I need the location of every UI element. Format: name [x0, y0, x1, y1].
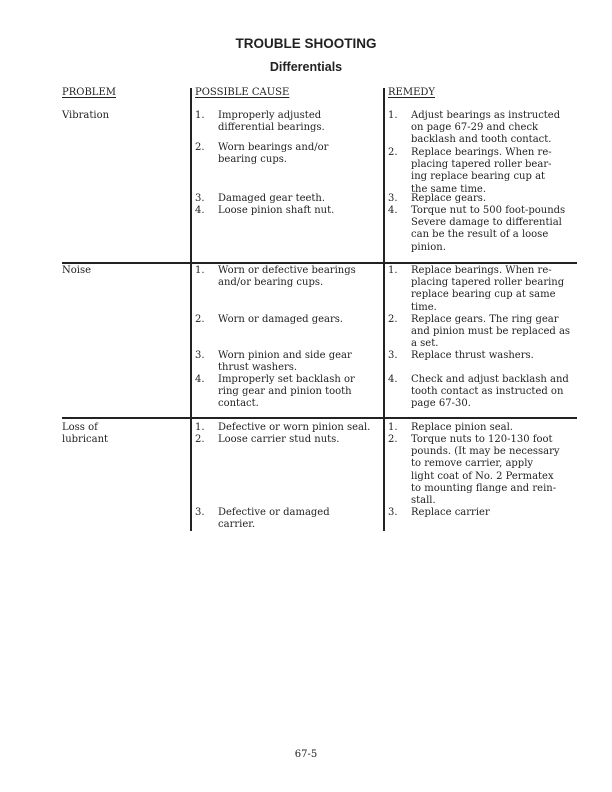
problem-label: Vibration — [62, 110, 110, 121]
header-remedy: REMEDY — [388, 87, 435, 98]
cause-text: Worn bearings and/or bearing cups. — [218, 142, 329, 166]
remedy-number: 1. — [388, 422, 398, 433]
cause-text: Improperly adjusted differential bearings. — [218, 110, 325, 134]
cause-number: 1. — [195, 265, 205, 276]
cause-text: Improperly set backlash or ring gear and pinion tooth contact. — [218, 374, 355, 410]
page-title: TROUBLE SHOOTING — [235, 36, 377, 51]
column-divider — [383, 88, 385, 531]
cause-number: 3. — [195, 193, 205, 204]
remedy-text: Replace bearings. When re- placing tapered roller bear- ing replace bearing cup at the same time. — [411, 147, 552, 195]
remedy-text: Check and adjust backlash and tooth contact as instructed on page 67-30. — [411, 374, 569, 410]
remedy-number: 3. — [388, 350, 398, 361]
remedy-number: 2. — [388, 147, 398, 158]
cause-number: 4. — [195, 205, 205, 216]
remedy-number: 1. — [388, 265, 398, 276]
cause-text: Defective or damaged carrier. — [218, 507, 330, 531]
cause-number: 1. — [195, 422, 205, 433]
cause-number: 1. — [195, 110, 205, 121]
cause-number: 3. — [195, 507, 205, 518]
cause-number: 2. — [195, 434, 205, 445]
remedy-text: Replace gears. — [411, 193, 487, 204]
remedy-text: Adjust bearings as instructed on page 67-29 and check backlash and tooth contact. — [411, 110, 561, 146]
remedy-text: Replace gears. The ring gear and pinion must be replaced as a set. — [411, 314, 571, 350]
remedy-number: 2. — [388, 314, 398, 325]
remedy-text: Torque nut to 500 foot-pounds Severe damage to differential can be the result of a loose pinion. — [411, 205, 566, 253]
remedy-number: 4. — [388, 205, 398, 216]
remedy-number: 3. — [388, 193, 398, 204]
remedy-text: Torque nuts to 120-130 foot pounds. (It may be necessary to remove carrier, apply light coat of No. 2 Permatex to mounting flange and rein- stall. — [411, 434, 560, 507]
problem-label: Noise — [62, 265, 92, 276]
remedy-text: Replace thrust washers. — [411, 350, 534, 361]
column-divider — [190, 88, 192, 531]
cause-text: Loose carrier stud nuts. — [218, 434, 340, 445]
cause-text: Worn pinion and side gear thrust washers. — [218, 350, 352, 374]
remedy-text: Replace bearings. When re- placing tapered roller bearing replace bearing cup at same time. — [411, 265, 565, 313]
cause-number: 2. — [195, 142, 205, 153]
cause-number: 3. — [195, 350, 205, 361]
cause-text: Damaged gear teeth. — [218, 193, 326, 204]
header-problem: PROBLEM — [62, 87, 116, 98]
remedy-number: 1. — [388, 110, 398, 121]
row-divider — [62, 262, 577, 264]
row-divider — [62, 417, 577, 419]
remedy-text: Replace carrier — [411, 507, 490, 518]
header-cause: POSSIBLE CAUSE — [195, 87, 290, 98]
remedy-number: 3. — [388, 507, 398, 518]
page-number: 67-5 — [294, 749, 318, 760]
cause-number: 4. — [195, 374, 205, 385]
cause-text: Worn or damaged gears. — [218, 314, 344, 325]
cause-text: Defective or worn pinion seal. — [218, 422, 371, 433]
remedy-number: 4. — [388, 374, 398, 385]
cause-text: Worn or defective bearings and/or bearing cups. — [218, 265, 356, 289]
remedy-text: Replace pinion seal. — [411, 422, 513, 433]
cause-text: Loose pinion shaft nut. — [218, 205, 335, 216]
page-subtitle: Differentials — [269, 60, 343, 74]
cause-number: 2. — [195, 314, 205, 325]
problem-label: Loss of lubricant — [62, 422, 109, 446]
remedy-number: 2. — [388, 434, 398, 445]
